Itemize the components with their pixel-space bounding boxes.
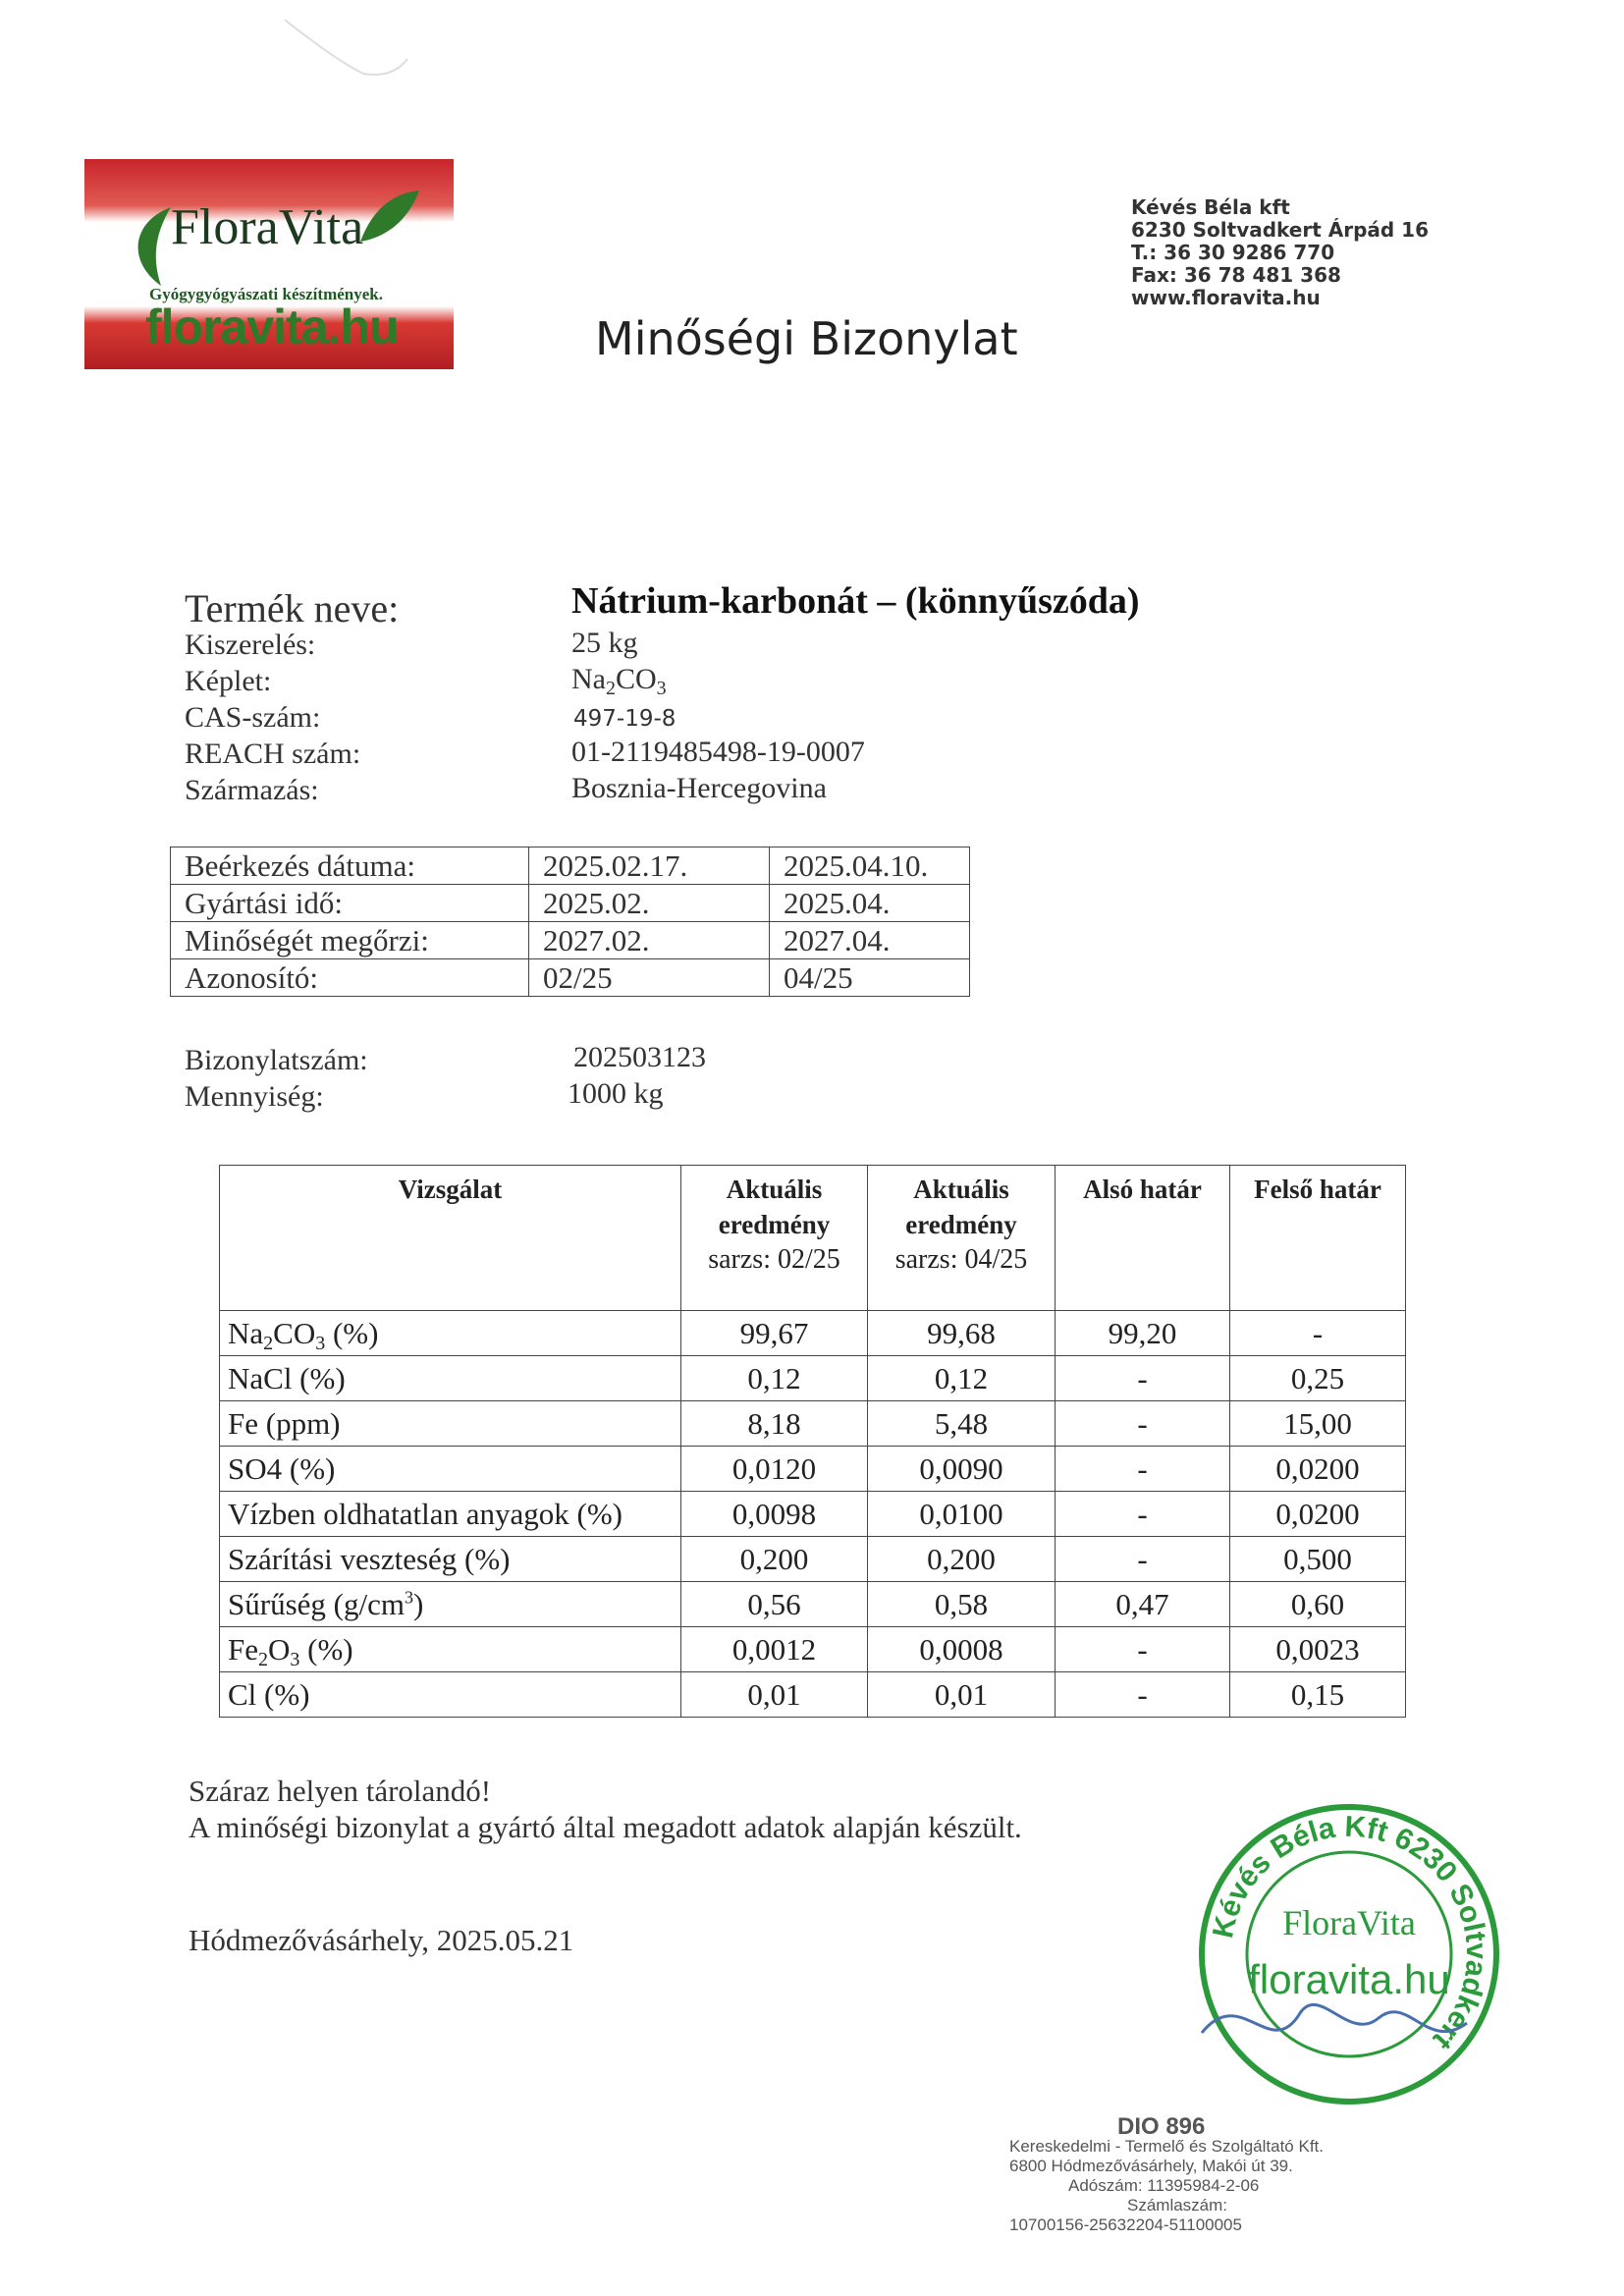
results-row [220,1401,1406,1447]
dates-value-cell: 2025.04.10. [770,847,970,885]
dates-value-cell: 04/25 [770,959,970,997]
dates-value-cell: 02/25 [529,959,770,997]
results-low-cell: - [1056,1672,1230,1718]
dates-row [171,885,970,922]
reach-value: 01-2119485498-19-0007 [571,736,865,768]
header-upper-limit: Felső határ [1230,1166,1406,1311]
dates-row [171,922,970,959]
results-r2-cell: 0,200 [868,1537,1056,1582]
results-high-cell: 0,500 [1230,1537,1406,1582]
product-name-value: Nátrium-karbonát – (könnyűszóda) [571,580,1140,622]
dates-label-cell: Gyártási idő: [171,885,529,922]
packaging-label: Kiszerelés: [185,629,316,661]
stamp-line-2: Kereskedelmi - Termelő és Szolgáltató Kft. [1009,2137,1324,2156]
results-r1-cell: 0,12 [681,1356,868,1401]
results-row [220,1492,1406,1537]
results-r1-cell: 0,56 [681,1582,868,1627]
stamp-brand: FloraVita [1282,1903,1416,1942]
results-low-cell: - [1056,1401,1230,1447]
results-low-cell: - [1056,1627,1230,1672]
results-r2-cell: 0,0090 [868,1447,1056,1492]
results-row [220,1447,1406,1492]
results-row [220,1311,1406,1356]
stamp-ring-text: Kévés Béla Kft 6230 Soltvadkert [1207,1810,1493,2056]
quantity-label: Mennyiség: [185,1080,324,1113]
results-low-cell: 0,47 [1056,1582,1230,1627]
quantity-value: 1000 kg [568,1077,664,1110]
logo-url: floravita.hu [145,300,399,355]
formula-value: $Na_2CO_3$ [571,663,667,699]
results-low-cell: - [1056,1492,1230,1537]
dates-label-cell: Azonosító: [171,959,529,997]
header-result-1-batch: sarzs: 02/25 [708,1244,840,1275]
results-high-cell: 15,00 [1230,1401,1406,1447]
results-row [220,1582,1406,1627]
company-phone: T.: 36 30 9286 770 [1131,241,1335,264]
results-r2-cell: 99,68 [868,1311,1056,1356]
stamp-line-6: 10700156-25632204-51100005 [1009,2215,1242,2234]
logo-tagline: Gyógygyógyászati készítmények. [149,285,383,303]
results-row [220,1672,1406,1718]
results-table [219,1165,1406,1718]
leaf-icon [355,183,424,251]
dates-value-cell: 2027.02. [529,922,770,959]
company-info [1131,196,1524,309]
place-date: Hódmezővásárhely, 2025.05.21 [189,1923,574,1957]
results-name-cell: $Na_2CO_3$ (%) [220,1311,681,1356]
results-high-cell: 0,15 [1230,1672,1406,1718]
results-high-cell: 0,0200 [1230,1492,1406,1537]
results-r1-cell: 0,200 [681,1537,868,1582]
results-low-cell: - [1056,1537,1230,1582]
header-result-2-batch: sarzs: 04/25 [894,1244,1028,1275]
stamp-line-4: Adószám: 11395984-2-06 [1068,2176,1260,2195]
results-name-cell: $Fe_2O_3$ (%) [220,1627,681,1672]
header-result-1-title: Aktuális eredmény [718,1175,831,1239]
stamp-line-3: 6800 Hódmezővásárhely, Makói út 39. [1009,2157,1293,2175]
header-lower-limit: Alsó határ [1056,1166,1230,1311]
header-result-1 [681,1166,868,1311]
storage-note: Száraz helyen tárolandó! [189,1774,492,1808]
company-fax: Fax: 36 78 481 368 [1131,263,1341,287]
results-high-cell: 0,0200 [1230,1447,1406,1492]
results-row [220,1627,1406,1672]
results-high-cell: 0,60 [1230,1582,1406,1627]
results-name-cell: Fe (ppm) [220,1401,681,1447]
dates-label-cell: Beérkezés dátuma: [171,847,529,885]
results-low-cell: - [1056,1447,1230,1492]
dates-value-cell: 2025.02.17. [529,847,770,885]
results-high-cell: 0,0023 [1230,1627,1406,1672]
dates-row [171,959,970,997]
results-r1-cell: 0,0012 [681,1627,868,1672]
results-name-cell: Vízben oldhatatlan anyagok (%) [220,1492,681,1537]
certificate-number-value: 202503123 [573,1041,706,1073]
floravita-logo [84,159,454,369]
stamp-line-5: Számlaszám: [1127,2196,1228,2214]
results-low-cell: 99,20 [1056,1311,1230,1356]
results-name-cell: Szárítási veszteség (%) [220,1537,681,1582]
product-name-label: Termék neve: [185,586,400,630]
results-name-cell: SO4 (%) [220,1447,681,1492]
results-r1-cell: 0,0120 [681,1447,868,1492]
certificate-number-label: Bizonylatszám: [185,1044,368,1076]
results-r2-cell: 0,12 [868,1356,1056,1401]
results-name-cell: NaCl (%) [220,1356,681,1401]
company-stamp [1182,1787,1516,2121]
results-r1-cell: 0,01 [681,1672,868,1718]
packaging-value: 25 kg [571,627,638,659]
origin-value: Bosznia-Hercegovina [571,772,827,804]
cas-label: CAS-szám: [185,701,321,734]
dates-value-cell: 2025.04. [770,885,970,922]
results-r2-cell: 0,58 [868,1582,1056,1627]
results-low-cell: - [1056,1356,1230,1401]
results-r2-cell: 0,0100 [868,1492,1056,1537]
logo-brand: FloraVita [171,199,364,255]
company-name: Kévés Béla kft [1131,195,1290,219]
dates-label-cell: Minőségét megőrzi: [171,922,529,959]
results-r1-cell: 8,18 [681,1401,868,1447]
company-address: 6230 Soltvadkert Árpád 16 [1131,218,1430,242]
scan-mark [275,0,432,108]
dates-value-cell: 2025.02. [529,885,770,922]
dates-row [171,847,970,885]
reach-label: REACH szám: [185,738,361,770]
header-test: Vizsgálat [220,1166,681,1311]
results-r2-cell: 5,48 [868,1401,1056,1447]
source-note: A minőségi bizonylat a gyártó által megadott adatok alapján készült. [189,1810,1022,1844]
results-r1-cell: 0,0098 [681,1492,868,1537]
stamp-line-1: DIO 896 [1117,2113,1206,2140]
results-name-cell: Sűrűség $(g/cm^3)$ [220,1582,681,1627]
header-result-2-title: Aktuális eredmény [905,1175,1017,1239]
cas-value: 497-19-8 [573,706,677,732]
dates-value-cell: 2027.04. [770,922,970,959]
document-title: Minőségi Bizonylat [595,312,1018,365]
results-r2-cell: 0,0008 [868,1627,1056,1672]
results-high-cell: 0,25 [1230,1356,1406,1401]
header-result-2 [868,1166,1056,1311]
results-name-cell: Cl (%) [220,1672,681,1718]
dates-table [170,847,970,997]
formula-label: Képlet: [185,665,272,697]
stamp-details [1009,2113,1382,2235]
results-row [220,1537,1406,1582]
origin-label: Származás: [185,774,319,806]
company-web: www.floravita.hu [1131,286,1321,309]
results-r2-cell: 0,01 [868,1672,1056,1718]
results-row [220,1356,1406,1401]
results-r1-cell: 99,67 [681,1311,868,1356]
results-high-cell: - [1230,1311,1406,1356]
stamp-url: floravita.hu [1248,1956,1450,2002]
